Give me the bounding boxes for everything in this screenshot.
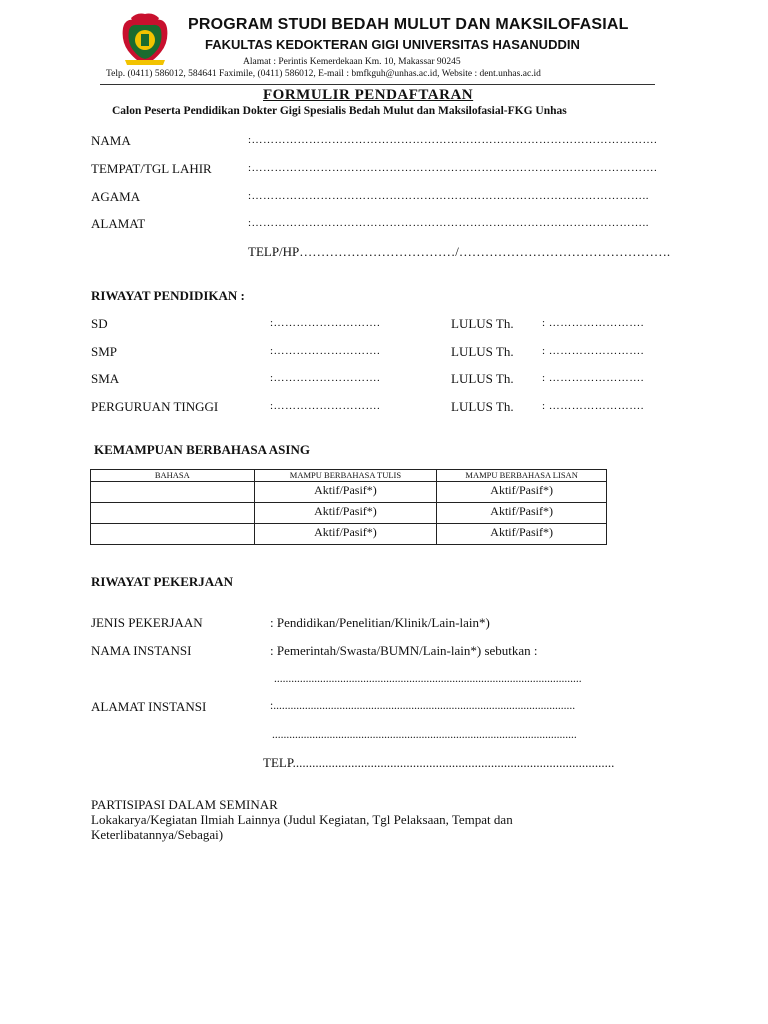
bahasa-cell[interactable] <box>91 503 255 524</box>
lisan-cell[interactable]: Aktif/Pasif*) <box>437 524 607 545</box>
language-table <box>90 469 607 545</box>
language-table-header <box>91 470 607 482</box>
agama-label: AGAMA <box>91 189 141 204</box>
work-heading: RIWAYAT PEKERJAAN <box>91 574 233 589</box>
edu-sma-field[interactable]: :………………………. <box>270 372 381 384</box>
lisan-cell[interactable]: Aktif/Pasif*) <box>437 503 607 524</box>
form-subtitle: Calon Peserta Pendidikan Dokter Gigi Spesialis Bedah Mulut dan Maksilofasial-FKG Unhas <box>112 105 567 117</box>
edu-smp-lulus: LULUS Th. <box>451 344 514 359</box>
seminar-line-2: Keterlibatannya/Sebagai) <box>91 827 224 842</box>
table-row <box>91 482 607 503</box>
col-lisan: MAMPU BERBAHASA LISAN <box>437 470 607 482</box>
lisan-cell[interactable]: Aktif/Pasif*) <box>437 482 607 503</box>
edu-smp-field[interactable]: :………………………. <box>270 345 381 357</box>
tulis-cell[interactable]: Aktif/Pasif*) <box>254 482 437 503</box>
table-row <box>91 524 607 545</box>
instansi-telp-field[interactable]: TELP................................................................................................... <box>263 755 615 770</box>
jenis-label: JENIS PEKERJAAN <box>91 615 203 630</box>
nama-label: NAMA <box>91 133 131 148</box>
instansi-label: NAMA INSTANSI <box>91 643 192 658</box>
address-line: Alamat : Perintis Kemerdekaan Km. 10, Makassar 90245 <box>243 57 461 67</box>
education-heading: RIWAYAT PENDIDIKAN : <box>91 288 245 303</box>
bahasa-cell[interactable] <box>91 482 255 503</box>
alamat-label: ALAMAT <box>91 216 146 231</box>
edu-sd-year[interactable]: : ……………………. <box>542 317 645 329</box>
alamat-field[interactable]: :………………………………………………………………………………………….. <box>248 217 650 229</box>
instansi-field[interactable]: : Pemerintah/Swasta/BUMN/Lain-lain*) sebutkan : <box>270 643 538 658</box>
edu-sma-label: SMA <box>91 371 120 386</box>
telp-hp-field[interactable]: TELP/HP………………………………/…………………………………………. <box>248 244 671 259</box>
faculty-title: FAKULTAS KEDOKTERAN GIGI UNIVERSITAS HASANUDDIN <box>205 37 580 52</box>
tulis-cell[interactable]: Aktif/Pasif*) <box>254 524 437 545</box>
col-tulis: MAMPU BERBAHASA TULIS <box>254 470 437 482</box>
tulis-cell[interactable]: Aktif/Pasif*) <box>254 503 437 524</box>
edu-sd-field[interactable]: :………………………. <box>270 317 381 329</box>
jenis-field[interactable]: : Pendidikan/Penelitian/Klinik/Lain-lain*) <box>270 615 490 630</box>
edu-sma-year[interactable]: : ……………………. <box>542 372 645 384</box>
bahasa-cell[interactable] <box>91 524 255 545</box>
table-row <box>91 503 607 524</box>
agama-field[interactable]: :………………………………………………………………………………………….. <box>248 190 650 202</box>
edu-pt-field[interactable]: :………………………. <box>270 400 381 412</box>
edu-pt-year[interactable]: : ……………………. <box>542 400 645 412</box>
nama-field[interactable]: :……………………………………………………………………………………………. <box>248 134 658 146</box>
university-logo <box>117 10 173 66</box>
seminar-line-1: Lokakarya/Kegiatan Ilmiah Lainnya (Judul Kegiatan, Tgl Pelaksaan, Tempat dan <box>91 812 513 827</box>
language-heading: KEMAMPUAN BERBAHASA ASING <box>94 442 310 457</box>
header-divider <box>100 84 655 85</box>
seminar-heading: PARTISIPASI DALAM SEMINAR <box>91 797 278 812</box>
edu-smp-label: SMP <box>91 344 118 359</box>
alamat-instansi-label: ALAMAT INSTANSI <box>91 699 207 714</box>
form-title: FORMULIR PENDAFTARAN <box>263 87 474 103</box>
alamat-instansi-field[interactable]: :......................................................................................................... <box>270 700 576 712</box>
alamat-instansi-dots[interactable]: .......................................................................................................... <box>272 729 577 741</box>
contact-line: Telp. (0411) 586012, 584641 Faximile, (0411) 586012, E-mail : bmfkguh@unhas.ac.id, Website : dent.unhas.ac.id <box>106 69 541 79</box>
edu-pt-lulus: LULUS Th. <box>451 399 514 414</box>
edu-sd-lulus: LULUS Th. <box>451 316 514 331</box>
col-bahasa: BAHASA <box>91 470 255 482</box>
ttl-label: TEMPAT/TGL LAHIR <box>91 161 212 176</box>
edu-smp-year[interactable]: : ……………………. <box>542 345 645 357</box>
program-title: PROGRAM STUDI BEDAH MULUT DAN MAKSILOFASIAL <box>188 16 629 33</box>
edu-sma-lulus: LULUS Th. <box>451 371 514 386</box>
ttl-field[interactable]: :……………………………………………………………………………………………. <box>248 162 658 174</box>
edu-sd-label: SD <box>91 316 108 331</box>
instansi-dots[interactable]: ........................................................................................................... <box>274 673 582 685</box>
edu-pt-label: PERGURUAN TINGGI <box>91 399 219 414</box>
